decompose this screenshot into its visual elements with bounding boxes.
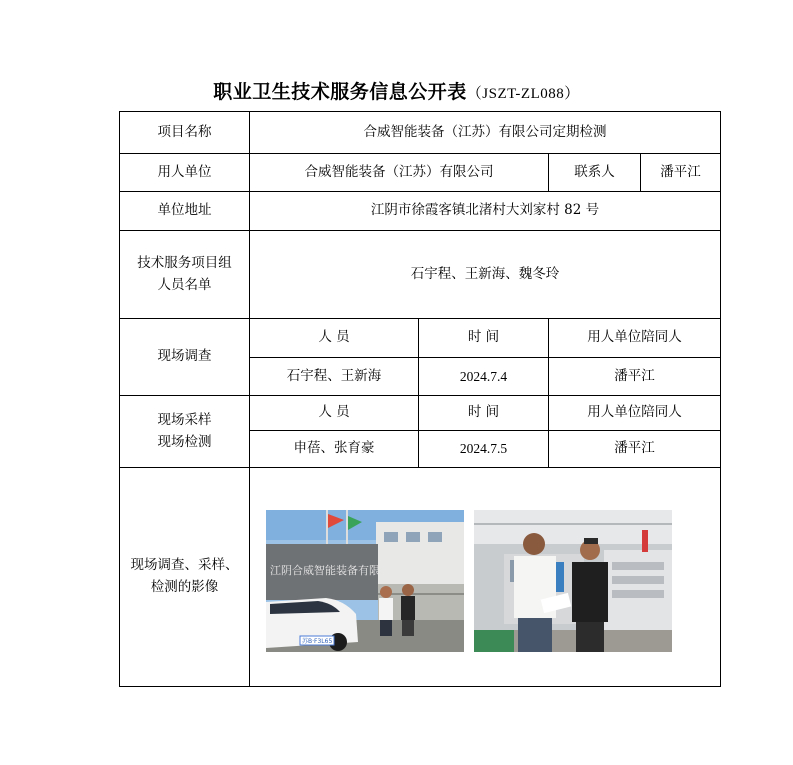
- row-survey-header: [120, 319, 721, 358]
- survey-time: 2024.7.4: [419, 358, 549, 396]
- sampling-label-line1: 现场采样: [157, 411, 212, 428]
- survey-col-personnel: 人 员: [250, 319, 419, 358]
- form-code: （JSZT-ZL088）: [466, 86, 580, 102]
- title-text: 职业卫生技术服务信息公开表: [213, 81, 467, 103]
- project-name-value: 合威智能装备（江苏）有限公司定期检测: [250, 112, 721, 154]
- sampling-label: [120, 396, 250, 468]
- site-photo-entrance: [266, 510, 464, 652]
- sampling-col-personnel: 人 员: [250, 396, 419, 431]
- images-label: [120, 468, 250, 687]
- info-table: [119, 111, 721, 687]
- contact-label: 联系人: [549, 154, 641, 192]
- survey-col-escort: 用人单位陪同人: [549, 319, 721, 358]
- address-value: 江阴市徐霞客镇北渚村大刘家村 82 号: [250, 192, 721, 231]
- site-photo-entrance-image: [266, 510, 464, 652]
- survey-personnel: 石宇程、王新海: [250, 358, 419, 396]
- sign-wall-text: 江阴合威智能装备有限公司: [270, 564, 402, 577]
- page-title: [0, 77, 793, 104]
- row-images: [120, 468, 721, 687]
- images-cell: [250, 468, 721, 687]
- survey-col-time: 时 间: [419, 319, 549, 358]
- row-sampling-header: [120, 396, 721, 431]
- team-label-line2: 人员名单: [157, 276, 212, 293]
- site-photo-workshop: [474, 510, 672, 652]
- team-value: 石宇程、王新海、魏冬玲: [250, 231, 721, 319]
- images-label-line1: 现场调查、采样、: [130, 557, 239, 574]
- employer-value: 合威智能装备（江苏）有限公司: [250, 154, 549, 192]
- row-project-name: [120, 112, 721, 154]
- team-label: [120, 231, 250, 319]
- images-label-line2: 检测的影像: [150, 579, 219, 595]
- row-address: [120, 192, 721, 231]
- row-employer: [120, 154, 721, 192]
- contact-value: 潘平江: [641, 154, 721, 192]
- employer-label: 用人单位: [120, 154, 250, 192]
- project-name-label: 项目名称: [120, 112, 250, 154]
- sampling-col-escort: 用人单位陪同人: [549, 396, 721, 431]
- survey-label: 现场调查: [120, 319, 250, 396]
- sampling-personnel: 申蓓、张育豪: [250, 431, 419, 468]
- sampling-col-time: 时 间: [419, 396, 549, 431]
- team-label-line1: 技术服务项目组: [137, 254, 232, 271]
- survey-escort: 潘平江: [549, 358, 721, 396]
- address-label: 单位地址: [120, 192, 250, 231]
- sampling-escort: 潘平江: [549, 431, 721, 468]
- sampling-time: 2024.7.5: [419, 431, 549, 468]
- sampling-label-line2: 现场检测: [157, 433, 212, 450]
- site-photo-workshop-image: [474, 510, 672, 652]
- row-team: [120, 231, 721, 319]
- car-plate-text: 苏B·F3L65: [302, 638, 333, 645]
